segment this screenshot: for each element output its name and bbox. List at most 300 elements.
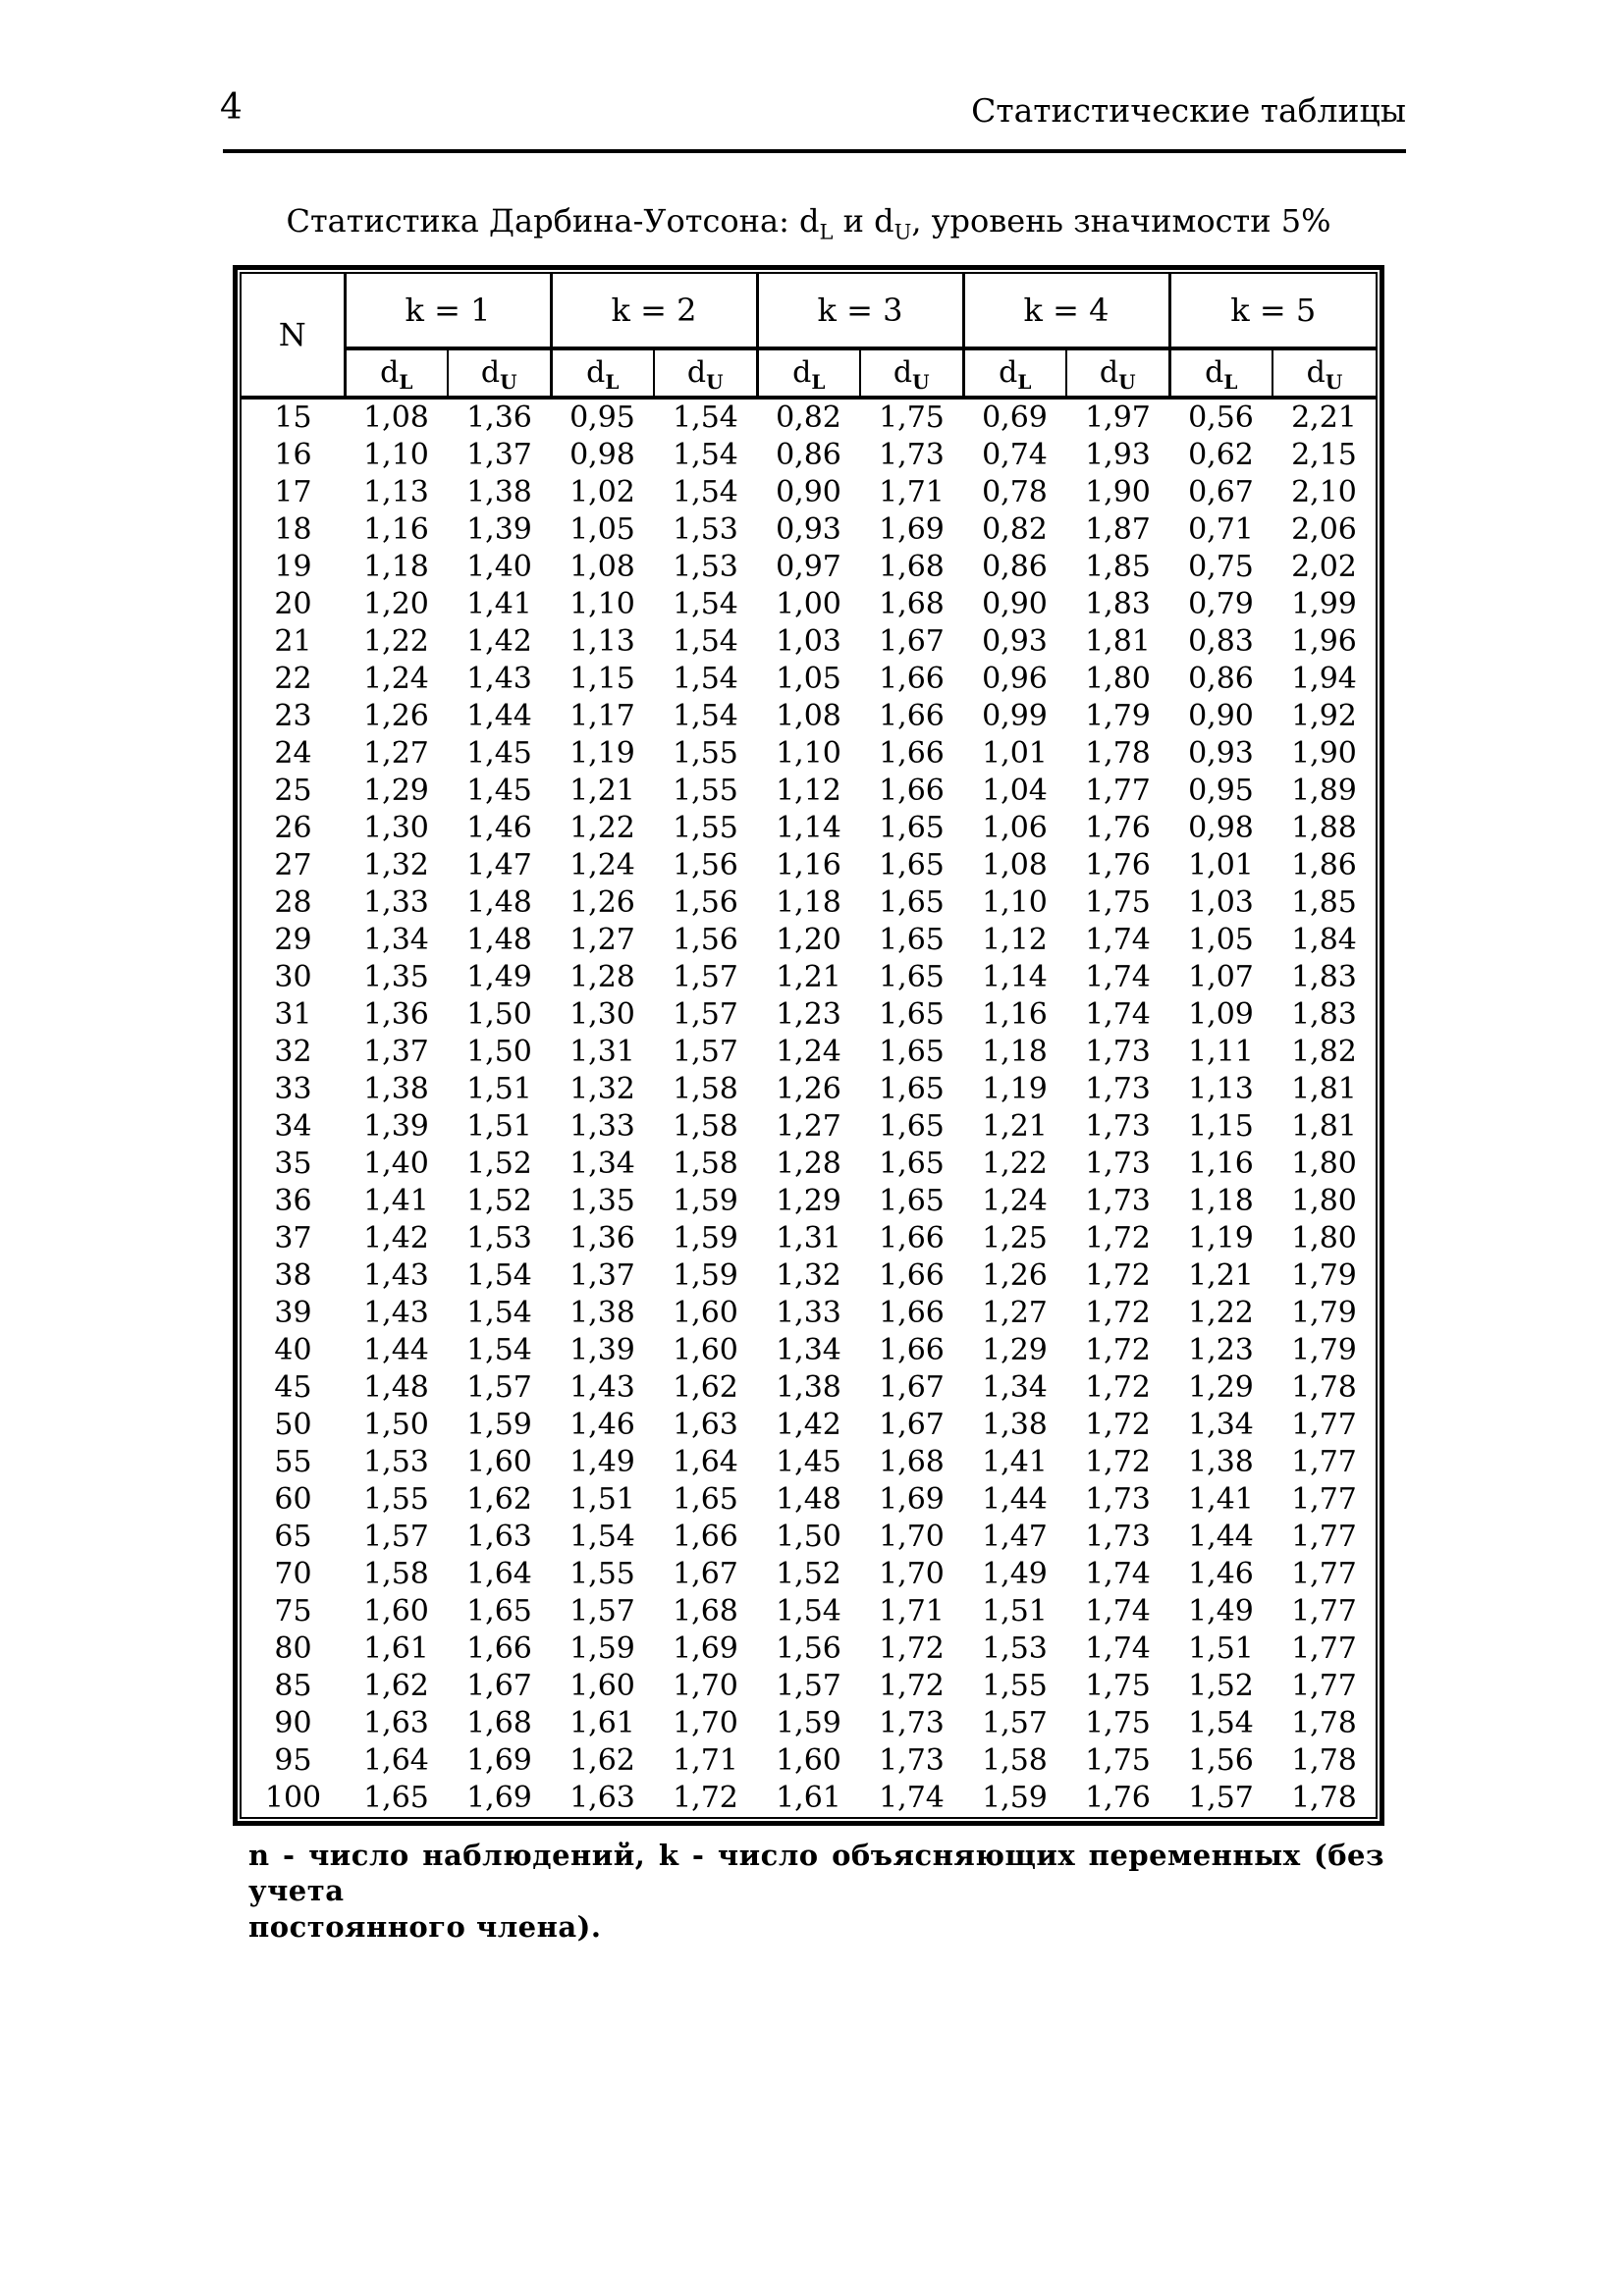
dw-value: 1,65 [879, 997, 945, 1032]
dw-value: 1,63 [569, 1781, 635, 1815]
dw-value: 1,16 [982, 997, 1048, 1032]
dw-value: 0,90 [776, 475, 841, 509]
dw-value: 1,42 [776, 1408, 841, 1442]
sub-header-row [242, 348, 1376, 398]
dw-value: 1,80 [1291, 1147, 1357, 1181]
title-middle: и d [833, 202, 894, 240]
dw-value: 1,72 [879, 1669, 945, 1703]
dw-value: 0,90 [982, 587, 1048, 621]
dw-value: 1,87 [1085, 512, 1151, 547]
dw-value: 1,89 [1291, 774, 1357, 808]
dw-value: 1,07 [1188, 960, 1254, 994]
dw-value: 1,12 [776, 774, 841, 808]
dw-value: 1,54 [466, 1258, 532, 1293]
dw-value: 1,05 [569, 512, 635, 547]
dw-value: 1,54 [569, 1520, 635, 1554]
dw-value: 1,54 [466, 1333, 532, 1367]
footnote-line-2: постоянного члена). [248, 1909, 602, 1944]
dw-value: 1,73 [879, 1706, 945, 1740]
table-row [242, 1668, 1376, 1705]
dw-value: 1,60 [673, 1333, 738, 1367]
dw-value: 1,82 [1291, 1035, 1357, 1069]
dw-value: 1,73 [1085, 1035, 1151, 1069]
dw-value: 1,59 [776, 1706, 841, 1740]
table-row [242, 511, 1376, 549]
dw-value: 1,74 [1085, 1557, 1151, 1591]
n-value: 80 [274, 1631, 312, 1666]
dw-value: 1,64 [363, 1743, 429, 1778]
dw-value: 1,67 [879, 1370, 945, 1405]
dw-value: 1,14 [776, 811, 841, 845]
dw-value: 1,60 [363, 1594, 429, 1629]
col-header-du [654, 348, 757, 398]
table-row [242, 1556, 1376, 1593]
dw-value: 1,58 [673, 1072, 738, 1106]
dw-value: 1,26 [982, 1258, 1048, 1293]
dw-value: 1,65 [673, 1482, 738, 1517]
du-subscript: U [500, 370, 517, 394]
dw-value: 0,75 [1188, 550, 1254, 584]
table-row [242, 1593, 1376, 1630]
dw-value: 1,72 [1085, 1333, 1151, 1367]
du-subscript: U [912, 370, 930, 394]
dw-value: 1,71 [673, 1743, 738, 1778]
du-base: d [480, 355, 501, 390]
table-row [242, 1519, 1376, 1556]
col-header-k3: k = 3 [757, 274, 963, 348]
dw-value: 1,58 [673, 1147, 738, 1181]
n-value: 23 [274, 699, 312, 733]
dw-value: 1,44 [363, 1333, 429, 1367]
dw-value: 1,73 [1085, 1109, 1151, 1144]
dw-value: 1,62 [363, 1669, 429, 1703]
dw-value: 1,50 [466, 1035, 532, 1069]
dw-value: 1,16 [1188, 1147, 1254, 1181]
dw-value: 1,52 [776, 1557, 841, 1591]
dw-value: 0,95 [569, 400, 635, 435]
dw-value: 1,46 [1188, 1557, 1254, 1591]
dw-value: 1,79 [1291, 1296, 1357, 1330]
n-value: 26 [274, 811, 312, 845]
dw-value: 1,54 [673, 624, 738, 659]
dw-value: 1,03 [776, 624, 841, 659]
dw-value: 1,66 [879, 1296, 945, 1330]
dw-value: 1,67 [673, 1557, 738, 1591]
n-value: 37 [274, 1221, 312, 1255]
dw-value: 1,59 [466, 1408, 532, 1442]
dw-value: 1,71 [879, 1594, 945, 1629]
dw-value: 1,72 [673, 1781, 738, 1815]
dw-value: 1,16 [363, 512, 429, 547]
dw-value: 1,75 [1085, 1743, 1151, 1778]
dw-value: 1,22 [363, 624, 429, 659]
dw-value: 1,72 [1085, 1445, 1151, 1479]
dw-value: 0,79 [1188, 587, 1254, 621]
dw-value: 1,61 [363, 1631, 429, 1666]
dw-value: 1,47 [982, 1520, 1048, 1554]
dw-value: 1,39 [569, 1333, 635, 1367]
dw-value: 1,59 [982, 1781, 1048, 1815]
dw-value: 1,65 [879, 1184, 945, 1218]
table-row [242, 437, 1376, 474]
dw-value: 1,29 [1188, 1370, 1254, 1405]
dl-subscript: L [1017, 370, 1032, 394]
du-subscript: U [706, 370, 724, 394]
n-value: 100 [264, 1781, 322, 1815]
dw-value: 1,67 [879, 624, 945, 659]
dw-value: 1,78 [1291, 1781, 1357, 1815]
du-base: d [893, 355, 913, 390]
dw-value: 1,53 [673, 550, 738, 584]
dw-value: 1,10 [776, 736, 841, 771]
dw-value: 1,51 [569, 1482, 635, 1517]
col-header-du [1272, 348, 1376, 398]
dw-value: 1,02 [569, 475, 635, 509]
dw-value: 1,73 [879, 438, 945, 472]
dw-value: 1,55 [363, 1482, 429, 1517]
col-header-dl [757, 348, 860, 398]
dw-value: 1,99 [1291, 587, 1357, 621]
dw-value: 1,41 [982, 1445, 1048, 1479]
dw-value: 1,57 [1188, 1781, 1254, 1815]
table-row [242, 549, 1376, 586]
dw-value: 1,83 [1291, 960, 1357, 994]
dw-value: 1,12 [982, 923, 1048, 957]
dw-value: 1,31 [776, 1221, 841, 1255]
dw-value: 1,65 [879, 960, 945, 994]
dw-value: 1,15 [1188, 1109, 1254, 1144]
dl-subscript: L [1223, 370, 1238, 394]
dw-value: 1,26 [569, 885, 635, 920]
col-header-dl [1169, 348, 1272, 398]
dw-value: 1,70 [879, 1520, 945, 1554]
table-row [242, 884, 1376, 922]
dw-value: 1,71 [879, 475, 945, 509]
dw-value: 1,65 [879, 1035, 945, 1069]
dw-value: 1,50 [363, 1408, 429, 1442]
table-row [242, 1780, 1376, 1817]
dw-value: 1,21 [776, 960, 841, 994]
dw-value: 1,15 [569, 662, 635, 696]
dw-value: 1,14 [982, 960, 1048, 994]
dw-value: 1,21 [982, 1109, 1048, 1144]
dw-value: 1,19 [569, 736, 635, 771]
dw-value: 1,77 [1291, 1445, 1357, 1479]
table-title [233, 202, 1384, 244]
dw-value: 1,57 [673, 997, 738, 1032]
dw-value: 1,50 [466, 997, 532, 1032]
dw-value: 1,85 [1291, 885, 1357, 920]
dw-value: 1,57 [673, 1035, 738, 1069]
dw-value: 1,65 [879, 885, 945, 920]
dw-value: 1,43 [569, 1370, 635, 1405]
dw-value: 1,03 [1188, 885, 1254, 920]
table-row [242, 1332, 1376, 1369]
col-header-n: N [242, 274, 345, 398]
dw-value: 1,20 [776, 923, 841, 957]
dw-value: 1,65 [466, 1594, 532, 1629]
dw-value: 1,49 [466, 960, 532, 994]
dw-value: 1,57 [466, 1370, 532, 1405]
table-row [242, 847, 1376, 884]
dw-value: 1,72 [879, 1631, 945, 1666]
n-value: 24 [274, 736, 312, 771]
dw-value: 0,96 [982, 662, 1048, 696]
dw-value: 1,53 [673, 512, 738, 547]
table-row [242, 661, 1376, 698]
dw-value: 1,39 [363, 1109, 429, 1144]
dw-value: 1,77 [1291, 1594, 1357, 1629]
dw-value: 2,15 [1291, 438, 1357, 472]
dw-value: 1,68 [879, 550, 945, 584]
dw-value: 1,41 [466, 587, 532, 621]
dw-value: 1,57 [673, 960, 738, 994]
dw-value: 1,41 [363, 1184, 429, 1218]
dw-value: 1,49 [982, 1557, 1048, 1591]
dw-value: 1,56 [673, 848, 738, 882]
dw-value: 1,10 [569, 587, 635, 621]
dw-value: 1,57 [982, 1706, 1048, 1740]
n-value: 20 [274, 587, 312, 621]
dw-value: 1,22 [1188, 1296, 1254, 1330]
table-row [242, 586, 1376, 623]
dw-value: 1,77 [1291, 1482, 1357, 1517]
dl-subscript: L [605, 370, 620, 394]
dw-value: 1,45 [776, 1445, 841, 1479]
dw-value: 1,54 [673, 662, 738, 696]
dw-value: 2,02 [1291, 550, 1357, 584]
dw-value: 1,96 [1291, 624, 1357, 659]
dw-value: 1,05 [1188, 923, 1254, 957]
n-value: 25 [274, 774, 312, 808]
dw-value: 1,18 [1188, 1184, 1254, 1218]
n-value: 65 [274, 1520, 312, 1554]
dw-value: 1,28 [569, 960, 635, 994]
dw-value: 0,98 [1188, 811, 1254, 845]
dw-value: 1,54 [466, 1296, 532, 1330]
n-value: 19 [274, 550, 312, 584]
dw-value: 1,43 [466, 662, 532, 696]
table-row [242, 1220, 1376, 1257]
dw-value: 1,18 [363, 550, 429, 584]
n-value: 95 [274, 1743, 312, 1778]
dw-value: 0,86 [982, 550, 1048, 584]
dw-value: 1,41 [1188, 1482, 1254, 1517]
dw-value: 1,97 [1085, 400, 1151, 435]
dw-value: 1,37 [569, 1258, 635, 1293]
table-row [242, 698, 1376, 735]
dw-value: 1,73 [1085, 1184, 1151, 1218]
table-row [242, 1630, 1376, 1668]
dw-value: 1,76 [1085, 848, 1151, 882]
col-header-k2: k = 2 [551, 274, 757, 348]
dw-value: 1,16 [776, 848, 841, 882]
dw-value: 1,40 [466, 550, 532, 584]
dw-value: 1,68 [879, 587, 945, 621]
col-header-dl [963, 348, 1066, 398]
dw-value: 1,66 [879, 736, 945, 771]
table-row [242, 1369, 1376, 1407]
dw-value: 1,23 [1188, 1333, 1254, 1367]
dw-value: 1,38 [1188, 1445, 1254, 1479]
n-value: 90 [274, 1706, 312, 1740]
dw-value: 1,73 [1085, 1072, 1151, 1106]
dw-value: 1,74 [1085, 1594, 1151, 1629]
dw-value: 1,66 [673, 1520, 738, 1554]
dw-value: 1,23 [776, 997, 841, 1032]
dw-value: 1,55 [673, 736, 738, 771]
dw-value: 1,59 [673, 1258, 738, 1293]
dw-value: 1,44 [982, 1482, 1048, 1517]
dw-value: 1,61 [776, 1781, 841, 1815]
dw-value: 1,37 [363, 1035, 429, 1069]
dw-value: 1,66 [879, 1258, 945, 1293]
dw-value: 1,94 [1291, 662, 1357, 696]
dw-value: 1,46 [569, 1408, 635, 1442]
dw-value: 1,62 [673, 1370, 738, 1405]
table-row [242, 959, 1376, 996]
dw-value: 1,44 [1188, 1520, 1254, 1554]
dw-value: 1,67 [879, 1408, 945, 1442]
dw-value: 1,81 [1291, 1109, 1357, 1144]
dw-value: 0,93 [982, 624, 1048, 659]
dw-value: 1,54 [673, 438, 738, 472]
table-row [242, 1742, 1376, 1780]
dw-value: 1,80 [1291, 1184, 1357, 1218]
dw-value: 0,83 [1188, 624, 1254, 659]
dw-value: 1,83 [1085, 587, 1151, 621]
dl-subscript: L [811, 370, 826, 394]
durbin-watson-table [242, 274, 1376, 1817]
dw-value: 1,78 [1085, 736, 1151, 771]
n-value: 22 [274, 662, 312, 696]
dw-value: 1,77 [1291, 1408, 1357, 1442]
title-subscript-u: U [893, 220, 912, 244]
n-value: 50 [274, 1408, 312, 1442]
dw-value: 1,64 [466, 1557, 532, 1591]
dw-value: 0,74 [982, 438, 1048, 472]
dw-value: 1,55 [982, 1669, 1048, 1703]
du-base: d [1099, 355, 1119, 390]
dw-value: 1,74 [879, 1781, 945, 1815]
dw-value: 1,53 [982, 1631, 1048, 1666]
dw-value: 1,38 [982, 1408, 1048, 1442]
n-value: 85 [274, 1669, 312, 1703]
dw-value: 0,71 [1188, 512, 1254, 547]
dw-value: 1,24 [776, 1035, 841, 1069]
dw-value: 1,24 [569, 848, 635, 882]
dw-value: 0,98 [569, 438, 635, 472]
table-row [242, 398, 1376, 437]
n-value: 70 [274, 1557, 312, 1591]
dw-value: 1,13 [569, 624, 635, 659]
title-subscript-l: L [819, 220, 834, 244]
dw-value: 1,59 [569, 1631, 635, 1666]
dw-value: 1,78 [1291, 1370, 1357, 1405]
table-row [242, 1183, 1376, 1220]
dw-value: 1,72 [1085, 1258, 1151, 1293]
page-number: 4 [220, 87, 243, 128]
dw-value: 1,45 [466, 736, 532, 771]
header-rule [223, 149, 1406, 153]
dw-value: 1,65 [879, 923, 945, 957]
dw-value: 1,69 [879, 1482, 945, 1517]
dw-value: 1,57 [776, 1669, 841, 1703]
dw-value: 1,77 [1291, 1631, 1357, 1666]
dw-value: 0,99 [982, 699, 1048, 733]
dw-value: 1,63 [363, 1706, 429, 1740]
table-row [242, 1071, 1376, 1108]
durbin-watson-table-frame [233, 265, 1384, 1826]
dw-value: 1,08 [363, 400, 429, 435]
durbin-watson-table-inner-frame [240, 272, 1378, 1819]
running-header: Статистические таблицы [971, 91, 1406, 130]
dw-value: 1,72 [1085, 1221, 1151, 1255]
dw-value: 1,69 [466, 1743, 532, 1778]
dw-value: 1,62 [569, 1743, 635, 1778]
n-value: 60 [274, 1482, 312, 1517]
dw-value: 1,20 [363, 587, 429, 621]
n-value: 18 [274, 512, 312, 547]
du-subscript: U [1118, 370, 1136, 394]
dw-value: 1,29 [982, 1333, 1048, 1367]
dw-value: 1,18 [982, 1035, 1048, 1069]
n-value: 15 [274, 400, 312, 435]
title-suffix: , уровень значимости 5% [911, 202, 1331, 240]
dw-value: 1,85 [1085, 550, 1151, 584]
dw-value: 1,19 [1188, 1221, 1254, 1255]
dw-value: 1,43 [363, 1258, 429, 1293]
dw-value: 1,44 [466, 699, 532, 733]
footnote-line-1: n - число наблюдений, k - число объясняющих переменных (без учета [248, 1839, 1384, 1908]
table-row [242, 735, 1376, 773]
table-row [242, 773, 1376, 810]
dw-value: 1,34 [776, 1333, 841, 1367]
dw-value: 1,65 [879, 1072, 945, 1106]
dw-value: 1,51 [1188, 1631, 1254, 1666]
table-row [242, 996, 1376, 1034]
col-header-du [1066, 348, 1169, 398]
dw-value: 1,61 [569, 1706, 635, 1740]
dw-value: 1,52 [466, 1147, 532, 1181]
dw-value: 1,54 [776, 1594, 841, 1629]
table-row [242, 1108, 1376, 1146]
dw-value: 1,54 [673, 475, 738, 509]
dw-value: 1,00 [776, 587, 841, 621]
dw-value: 0,86 [776, 438, 841, 472]
dw-value: 1,74 [1085, 1631, 1151, 1666]
dw-value: 1,75 [1085, 885, 1151, 920]
dw-value: 1,73 [1085, 1147, 1151, 1181]
n-value: 30 [274, 960, 312, 994]
dw-value: 1,38 [569, 1296, 635, 1330]
dw-value: 1,54 [673, 699, 738, 733]
dw-value: 1,56 [673, 923, 738, 957]
dw-value: 1,74 [1085, 997, 1151, 1032]
dw-value: 1,65 [363, 1781, 429, 1815]
dw-value: 0,95 [1188, 774, 1254, 808]
dw-value: 1,10 [982, 885, 1048, 920]
dw-value: 1,72 [1085, 1408, 1151, 1442]
dw-value: 1,04 [982, 774, 1048, 808]
dw-value: 1,63 [466, 1520, 532, 1554]
dw-value: 1,64 [673, 1445, 738, 1479]
dw-value: 1,75 [879, 400, 945, 435]
dw-value: 1,90 [1085, 475, 1151, 509]
dw-value: 1,42 [363, 1221, 429, 1255]
dw-value: 2,06 [1291, 512, 1357, 547]
dw-value: 1,69 [673, 1631, 738, 1666]
